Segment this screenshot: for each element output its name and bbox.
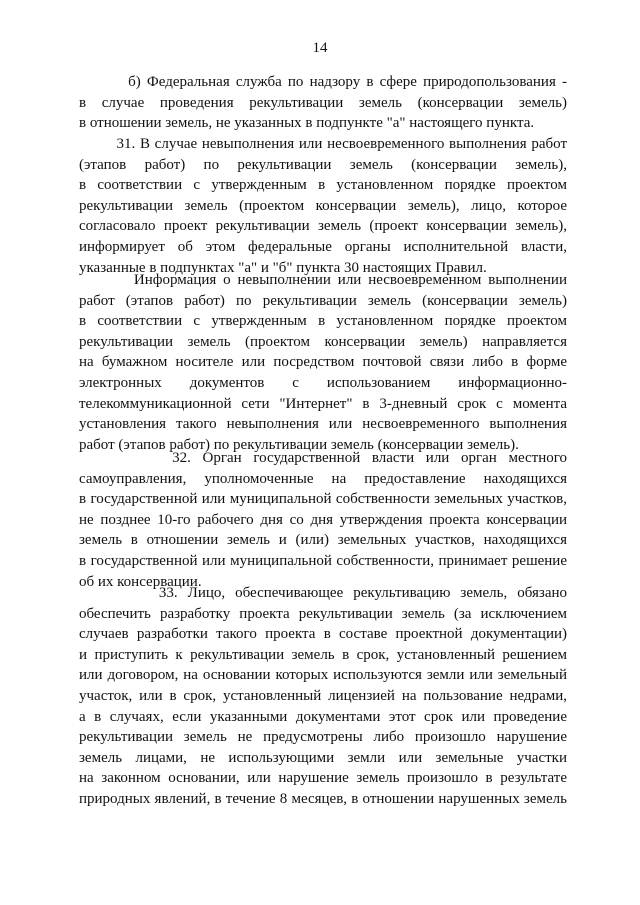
text-line: самоуправления, уполномоченные на предоставление находящихся xyxy=(79,470,567,487)
text-line: а в случаях, если указанными документами этот срок или проведение xyxy=(79,708,567,725)
text-line: в соответствии с утвержденным в установленном порядке проектом xyxy=(79,177,567,194)
page-number: 14 xyxy=(312,40,328,56)
paragraph-information xyxy=(79,270,567,455)
text-line: (этапов работ) по рекультивации земель (консервации земель), xyxy=(79,156,567,173)
paragraph-subitem-b xyxy=(79,72,567,134)
paragraph-item-31 xyxy=(79,134,567,278)
text-line: или договором, на основании которых используются земли или земельный xyxy=(79,667,567,684)
text-line: работ (этапов работ) по рекультивации земель (консервации земель) xyxy=(79,292,567,309)
text-line: не позднее 10-го рабочего дня со дня утверждения проекта консервации xyxy=(79,511,567,528)
text-line: на бумажном носителе или посредством почтовой связи либо в форме xyxy=(79,354,567,371)
text-line: 32. Орган государственной власти или орган местного xyxy=(79,450,567,466)
paragraph-item-33 xyxy=(79,583,567,810)
text-line: работ (этапов работ) по рекультивации земель (консервации земель). xyxy=(79,436,519,453)
text-line: 33. Лицо, обеспечивающее рекультивацию земель, обязано xyxy=(79,585,567,601)
text-line: рекультивации земель (проектом консервации земель) направляется xyxy=(79,333,567,350)
text-line: об их консервации. xyxy=(79,573,202,590)
text-line: земель лицами, не использующими земли или земельные участки xyxy=(79,749,567,766)
text-line: согласовало проект рекультивации земель (проект консервации земель), xyxy=(79,218,567,235)
text-line: б) Федеральная служба по надзору в сфере природопользования - xyxy=(79,74,567,90)
text-line: телекоммуникационной сети "Интернет" в 3-дневный срок с момента xyxy=(79,395,567,412)
text-line: случаев разработки такого проекта в составе проектной документации) xyxy=(79,626,567,643)
text-line: в государственной или муниципальной собственности, принимает решение xyxy=(79,552,567,569)
text-line: информирует об этом федеральные органы исполнительной власти, xyxy=(79,238,567,255)
text-line: рекультивации земель (проектом консервации земель), лицо, которое xyxy=(79,197,567,214)
text-line: природных явлений, в течение 8 месяцев, в отношении нарушенных земель xyxy=(79,790,567,807)
text-line: указанные в подпунктах "а" и "б" пункта 30 настоящих Правил. xyxy=(79,259,487,276)
text-line: земель в отношении земель и (или) земельных участков, находящихся xyxy=(79,532,567,549)
text-line: установления такого невыполнения или несвоевременного выполнения xyxy=(79,416,567,433)
text-line: в случае проведения рекультивации земель (консервации земель) xyxy=(79,94,567,111)
text-line: Информация о невыполнении или несвоевременном выполнении xyxy=(79,272,567,288)
text-line: электронных документов с использованием информационно- xyxy=(79,374,567,391)
text-line: и приступить к рекультивации земель в срок, установленный решением xyxy=(79,646,567,663)
text-line: в отношении земель, не указанных в подпункте "а" настоящего пункта. xyxy=(79,115,535,132)
text-line: на законном основании, или нарушение земель произошло в результате xyxy=(79,770,567,787)
text-line: 31. В случае невыполнения или несвоевременного выполнения работ xyxy=(79,136,567,152)
text-line: в соответствии с утвержденным в установленном порядке проектом xyxy=(79,313,567,330)
text-line: обеспечить разработку проекта рекультивации земель (за исключением xyxy=(79,605,567,622)
text-line: в государственной или муниципальной собственности земельных участков, xyxy=(79,491,567,508)
text-line: участок, или в срок, установленный лицензией на пользование недрами, xyxy=(79,687,567,704)
text-line: рекультивации земель не предусмотрены либо произошло нарушение xyxy=(79,729,567,746)
paragraph-item-32 xyxy=(79,448,567,592)
